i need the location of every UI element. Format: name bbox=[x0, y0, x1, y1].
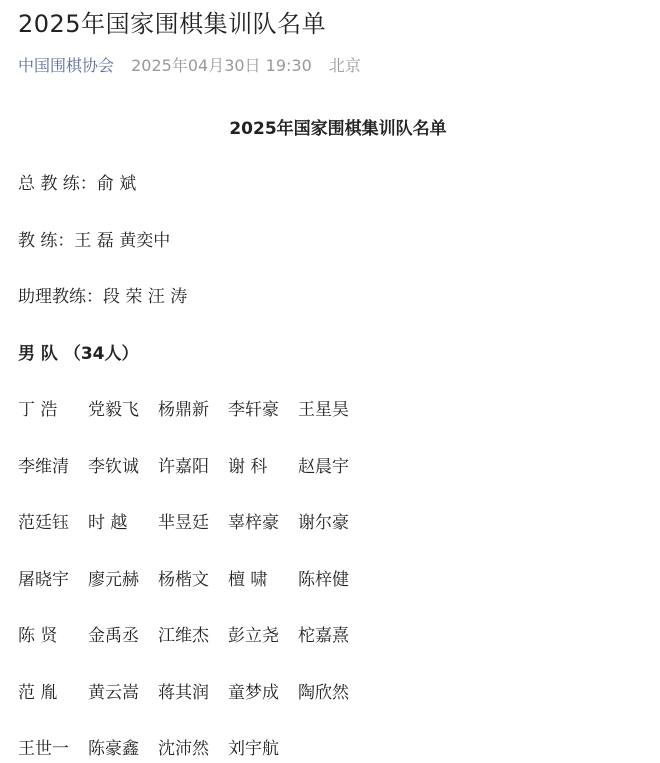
player-name: 丁 浩 bbox=[18, 400, 58, 420]
player-name: 杨鼎新 bbox=[158, 400, 209, 420]
roster-row bbox=[18, 566, 349, 594]
roster-row bbox=[18, 735, 279, 763]
article-meta bbox=[18, 54, 642, 78]
player-name: 沈沛然 bbox=[158, 739, 209, 759]
player-name: 时 越 bbox=[88, 513, 128, 533]
player-name: 陈梓健 bbox=[298, 569, 349, 590]
publish-location: 北京 bbox=[328, 56, 361, 75]
player-name: 李轩豪 bbox=[228, 400, 279, 420]
player-name: 陈 贤 bbox=[18, 626, 58, 646]
player-name: 黄云嵩 bbox=[88, 682, 139, 703]
mens-team-label: 男 队 （34人） bbox=[18, 344, 139, 364]
player-name: 王星昊 bbox=[298, 400, 349, 420]
source-link[interactable]: 中国围棋协会 bbox=[18, 56, 115, 75]
player-name: 王世一 bbox=[18, 739, 69, 759]
player-name: 屠晓宇 bbox=[18, 569, 69, 590]
article-header bbox=[18, 0, 642, 78]
player-name: 范廷钰 bbox=[18, 513, 69, 533]
player-name: 许嘉阳 bbox=[158, 456, 209, 477]
article-title: 2025年国家围棋集训队名单 bbox=[18, 10, 327, 38]
player-name: 芈昱廷 bbox=[158, 513, 209, 533]
player-name: 党毅飞 bbox=[88, 400, 139, 420]
head-coach-line: 总 教 练：俞 斌 bbox=[18, 174, 137, 194]
player-name: 杨楷文 bbox=[158, 569, 209, 590]
player-name: 谢尔豪 bbox=[298, 513, 349, 533]
publish-time: 2025年04月30日 19:30 bbox=[131, 56, 312, 75]
article-body bbox=[18, 112, 642, 759]
roster-row bbox=[18, 509, 349, 537]
article-heading: 2025年国家围棋集训队名单 bbox=[229, 119, 447, 139]
player-name: 檀 啸 bbox=[228, 569, 268, 590]
roster-row bbox=[18, 622, 349, 650]
coaches-line: 教 练：王 磊 黄奕中 bbox=[18, 231, 171, 251]
player-name: 彭立尧 bbox=[228, 626, 279, 646]
player-name: 陈豪鑫 bbox=[88, 739, 139, 759]
player-name: 谢 科 bbox=[228, 456, 268, 477]
player-name: 廖元赫 bbox=[88, 569, 139, 590]
player-name: 金禹丞 bbox=[88, 626, 139, 646]
assistant-coaches-line: 助理教练：段 荣 汪 涛 bbox=[18, 287, 188, 307]
player-name: 陶欣然 bbox=[298, 682, 349, 703]
player-name: 蒋其润 bbox=[158, 682, 209, 703]
player-name: 李维清 bbox=[18, 456, 69, 477]
player-name: 李钦诚 bbox=[88, 456, 139, 477]
player-name: 赵晨宇 bbox=[298, 456, 349, 477]
roster-row bbox=[18, 679, 349, 707]
player-name: 辜梓豪 bbox=[228, 513, 279, 533]
player-name: 柁嘉熹 bbox=[298, 626, 349, 646]
player-name: 刘宇航 bbox=[228, 739, 279, 759]
roster-row bbox=[18, 453, 349, 481]
roster-row bbox=[18, 396, 349, 424]
player-name: 江维杰 bbox=[158, 626, 209, 646]
player-name: 童梦成 bbox=[228, 682, 279, 703]
player-name: 范 胤 bbox=[18, 682, 58, 703]
